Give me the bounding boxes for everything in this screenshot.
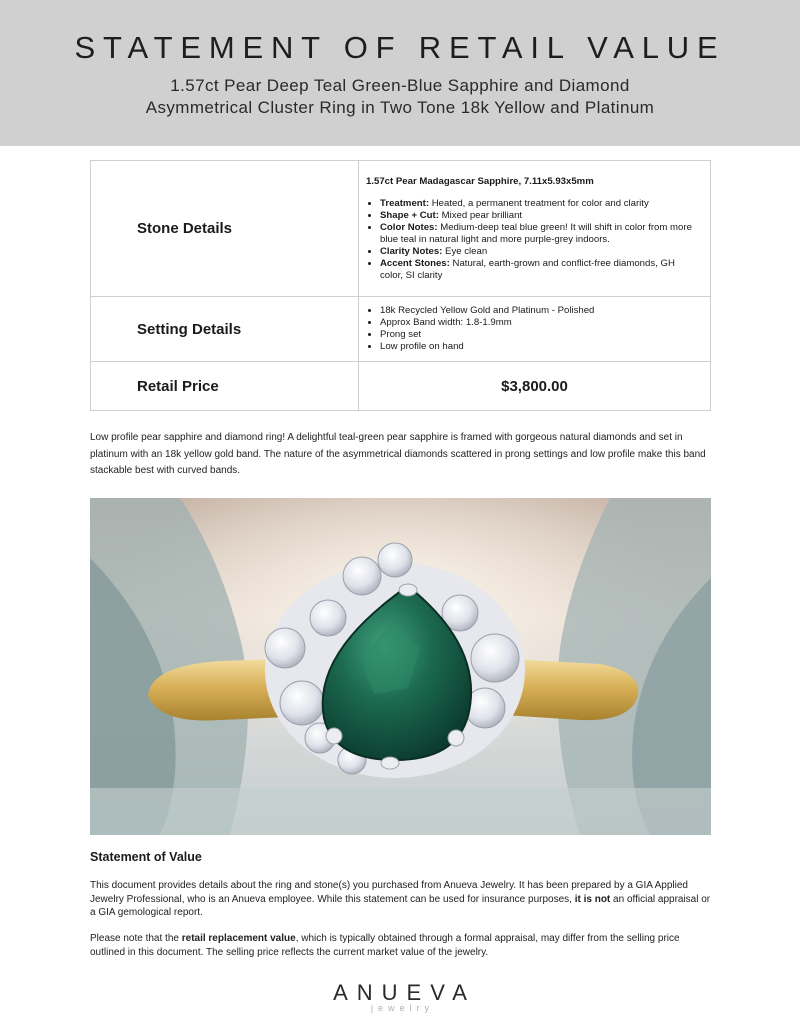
retail-price-label: Retail Price <box>91 362 359 411</box>
setting-details-label: Setting Details <box>91 297 359 362</box>
stone-details-content <box>359 161 711 297</box>
product-description: Low profile pear sapphire and diamond ring! A delightful teal-green pear sapphire is framed with gorgeous natural diamonds and set in platinum with an 18k yellow gold band. The nature of the asymmetrical diamonds scattered in prong settings and low profile make this band stackable best with curved bands. <box>90 432 706 476</box>
statement-heading: Statement of Value <box>90 850 202 864</box>
subtitle-line-2: Asymmetrical Cluster Ring in Two Tone 18k Yellow and Platinum <box>145 98 655 117</box>
setting-item: • Approx Band width: 1.8-1.9mm <box>380 317 698 329</box>
stone-item-shape: • Shape + Cut: Mixed pear brilliant <box>380 210 698 222</box>
ring-image <box>90 498 711 835</box>
stone-details-row <box>91 161 711 297</box>
subtitle-line-1: 1.57ct Pear Deep Teal Green-Blue Sapphire and Diamond <box>170 76 630 95</box>
statement-paragraph-1: This document provides details about the ring and stone(s) you purchased from Anueva Jewelry. It has been prepared by a GIA Applied Jewelry Professional, who is an Anueva employee. While this statement can be used for insurance purposes, it is not an official appraisal or a GIA gemological report. <box>90 880 711 918</box>
brand-logo <box>300 980 500 1013</box>
statement-paragraph-2: Please note that the retail replacement value, which is typically obtained through a formal appraisal, may differ from the selling price outlined in this document. The selling price reflects the current market value of the jewelry. <box>90 933 680 958</box>
setting-details-list <box>366 305 698 353</box>
setting-details-row <box>91 297 711 362</box>
setting-item: • Low profile on hand <box>380 341 698 353</box>
ring-photo <box>90 498 711 835</box>
stone-item-color: • Color Notes: Medium-deep teal blue green! It will shift in color from more blue teal in natural light and more purple-grey indoors. <box>380 222 698 246</box>
header-banner <box>0 0 800 146</box>
stone-details-list <box>366 198 698 282</box>
retail-price-row <box>91 362 711 411</box>
setting-item: • Prong set <box>380 329 698 341</box>
stone-item-accent: • Accent Stones: Natural, earth-grown and conflict-free diamonds, GH color, SI clarity <box>380 258 698 282</box>
setting-item: • 18k Recycled Yellow Gold and Platinum - Polished <box>380 305 698 317</box>
logo-subtext: jewelry <box>370 1003 434 1013</box>
details-table <box>90 160 711 411</box>
stone-item-treatment: • Treatment: Heated, a permanent treatment for color and clarity <box>380 198 698 210</box>
retail-price-value: $3,800.00 <box>359 362 711 411</box>
logo-name: ANUEVA <box>333 980 476 1005</box>
setting-details-content <box>359 297 711 362</box>
stone-item-clarity: • Clarity Notes: Eye clean <box>380 246 698 258</box>
stone-details-label: Stone Details <box>91 161 359 297</box>
page-title: STATEMENT OF RETAIL VALUE <box>74 30 726 65</box>
page-subtitle <box>0 75 800 119</box>
stone-heading: 1.57ct Pear Madagascar Sapphire, 7.11x5.93x5mm <box>366 175 594 187</box>
